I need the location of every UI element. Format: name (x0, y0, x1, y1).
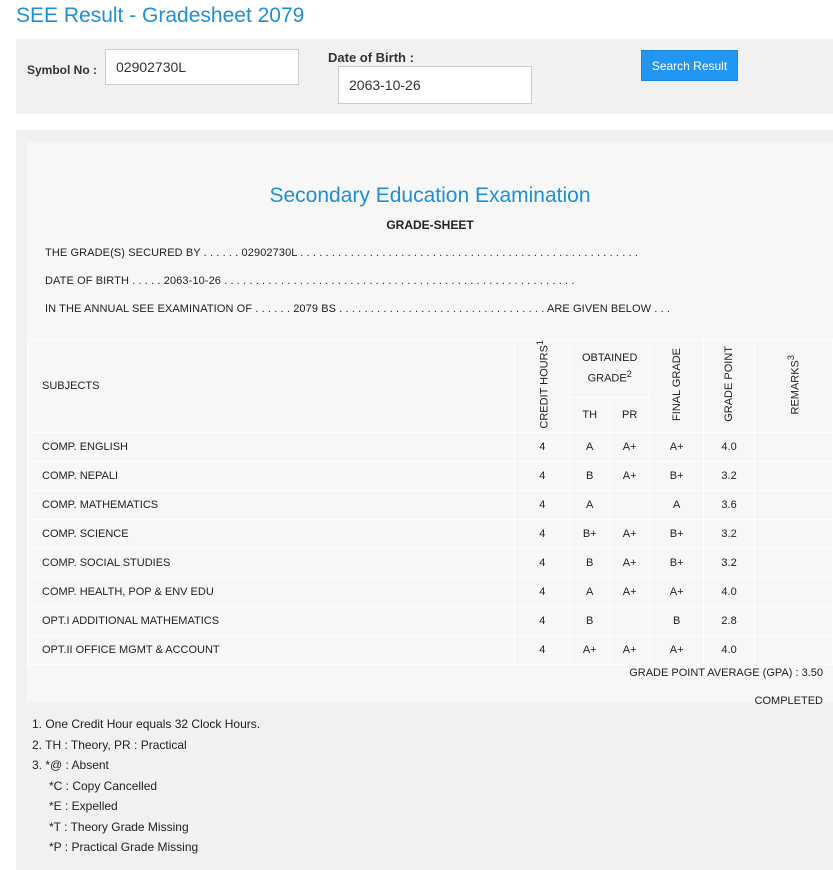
final-grade-header-label: FINAL GRADE (670, 347, 683, 421)
grade-point-cell: 3.2 (704, 461, 755, 490)
subject-cell: COMP. ENGLISH (28, 432, 515, 461)
grade-point-cell: 4.0 (704, 635, 755, 664)
remarks-cell (755, 635, 833, 664)
table-row (28, 606, 833, 635)
remarks-cell (755, 461, 833, 490)
pr-cell: A+ (610, 432, 650, 461)
dob-line (45, 275, 805, 287)
dob-line-value: 2063-10-26 (163, 275, 222, 287)
grade-point-cell: 2.8 (704, 606, 755, 635)
secured-by-line (45, 247, 805, 259)
footnotes (32, 714, 260, 858)
remarks-header-label: REMARKS (789, 359, 802, 415)
credit-cell: 4 (515, 461, 570, 490)
remarks-cell (755, 519, 833, 548)
pr-cell: A+ (610, 635, 650, 664)
grade-point-cell: 3.6 (704, 490, 755, 519)
pr-cell: A+ (610, 461, 650, 490)
gradesheet-subtitle: GRADE-SHEET (386, 218, 474, 232)
remarks-cell (755, 432, 833, 461)
th-cell: B (570, 606, 610, 635)
th-cell: B+ (570, 519, 610, 548)
final-grade-cell: A+ (650, 635, 704, 664)
th-cell: A+ (570, 635, 610, 664)
subject-cell: COMP. MATHEMATICS (28, 490, 515, 519)
credit-cell: 4 (515, 432, 570, 461)
th-cell: B (570, 461, 610, 490)
credit-cell: 4 (515, 548, 570, 577)
table-row (28, 461, 833, 490)
obtained-grade-footnote: 2 (626, 369, 632, 380)
footnote-credit-hour: 1. One Credit Hour equals 32 Clock Hours. (32, 717, 261, 731)
table-row (28, 432, 833, 461)
table-row (28, 577, 833, 606)
exam-year-value: 2079 BS (293, 303, 337, 315)
credit-cell: 4 (515, 490, 570, 519)
grade-point-cell: 4.0 (704, 577, 755, 606)
subjects-header: SUBJECTS (28, 340, 515, 433)
symbol-no-input[interactable] (105, 49, 299, 85)
grade-point-header (704, 340, 755, 433)
final-grade-cell: A+ (650, 577, 704, 606)
credit-cell: 4 (515, 519, 570, 548)
pr-cell: A+ (610, 577, 650, 606)
dob-line-prefix: DATE OF BIRTH . . . . . (45, 275, 161, 287)
table-row (28, 490, 833, 519)
final-grade-cell: B+ (650, 519, 704, 548)
exam-year-line (45, 303, 805, 315)
th-cell: A (570, 490, 610, 519)
credit-cell: 4 (515, 635, 570, 664)
exam-year-prefix: IN THE ANNUAL SEE EXAMINATION OF . . . . . . (45, 303, 291, 315)
secured-by-symbol: 02902730L (241, 247, 298, 259)
th-cell: A (570, 577, 610, 606)
pr-cell: A+ (610, 519, 650, 548)
gradesheet-panel (16, 130, 833, 870)
subject-cell: COMP. NEPALI (28, 461, 515, 490)
footnote-practical-missing: *P : Practical Grade Missing (49, 840, 199, 854)
credit-cell: 4 (515, 606, 570, 635)
remarks-header (755, 340, 833, 433)
footnote-theory-missing: *T : Theory Grade Missing (49, 819, 189, 834)
gradesheet (27, 142, 833, 707)
table-row (28, 519, 833, 548)
obtained-grade-header-label: OBTAINED GRADE (581, 352, 638, 385)
th-cell: A (570, 432, 610, 461)
remarks-cell (755, 490, 833, 519)
table-row (28, 635, 833, 664)
secured-by-dots: . . . . . . . . . . . . . . . . . . . . . . . . . . . . . . . . . . . . . . . . . . . . . . . . . . . . . . (300, 247, 638, 259)
exam-title: Secondary Education Examination (269, 184, 591, 207)
th-header: TH (570, 397, 610, 432)
grade-point-cell: 3.2 (704, 519, 755, 548)
gpa-summary: GRADE POINT AVERAGE (GPA) : 3.50 (629, 667, 823, 679)
th-cell: B (570, 548, 610, 577)
footnote-expelled: *E : Expelled (49, 799, 118, 813)
dob-line-dots: . . . . . . . . . . . . . . . . . . . . . . . . . . . . . . . . . . . . . . . . . . . . . . . . . . . . . . . . (224, 275, 575, 287)
dob-label: Date of Birth : (328, 50, 414, 65)
subject-cell: COMP. SOCIAL STUDIES (28, 548, 515, 577)
page-title: SEE Result - Gradesheet 2079 (16, 4, 305, 27)
pr-header: PR (610, 397, 650, 432)
final-grade-cell: B+ (650, 548, 704, 577)
grade-point-cell: 4.0 (704, 432, 755, 461)
credit-hours-footnote: 1 (534, 340, 545, 346)
final-grade-header (650, 340, 704, 433)
table-row (28, 548, 833, 577)
credit-hours-header-label: CREDIT HOURS (538, 345, 551, 429)
remarks-cell (755, 548, 833, 577)
remarks-footnote: 3 (786, 354, 797, 360)
final-grade-cell: B (650, 606, 704, 635)
pr-cell: A+ (610, 548, 650, 577)
obtained-grade-header (570, 340, 650, 398)
remarks-cell (755, 606, 833, 635)
grade-table (27, 339, 833, 665)
remarks-cell (755, 577, 833, 606)
pr-cell (610, 606, 650, 635)
grade-point-header-label: GRADE POINT (723, 346, 736, 423)
final-grade-cell: A+ (650, 432, 704, 461)
footnote-copy-cancelled: *C : Copy Cancelled (49, 778, 158, 793)
dob-input[interactable] (338, 66, 532, 104)
secured-by-prefix: THE GRADE(S) SECURED BY . . . . . . (45, 247, 239, 259)
footnote-absent: 3. *@ : Absent (32, 758, 109, 772)
grade-point-cell: 3.2 (704, 548, 755, 577)
footnote-th-pr: 2. TH : Theory, PR : Practical (32, 737, 187, 752)
search-result-button[interactable]: Search Result (641, 50, 738, 81)
final-grade-cell: A (650, 490, 704, 519)
credit-hours-header (515, 340, 570, 433)
pr-cell (610, 490, 650, 519)
subject-cell: COMP. SCIENCE (28, 519, 515, 548)
final-grade-cell: B+ (650, 461, 704, 490)
result-status: COMPLETED (754, 695, 823, 707)
subject-cell: OPT.I ADDITIONAL MATHEMATICS (28, 606, 515, 635)
subject-cell: COMP. HEALTH, POP & ENV EDU (28, 577, 515, 606)
symbol-no-label: Symbol No : (27, 63, 98, 77)
subject-cell: OPT.II OFFICE MGMT & ACCOUNT (28, 635, 515, 664)
search-panel (16, 39, 833, 114)
exam-year-suffix: . . . . . . . . . . . . . . . . . . . . . . . . . . . . . . . . . ARE GIVEN BELOW . . . (339, 303, 671, 315)
credit-cell: 4 (515, 577, 570, 606)
